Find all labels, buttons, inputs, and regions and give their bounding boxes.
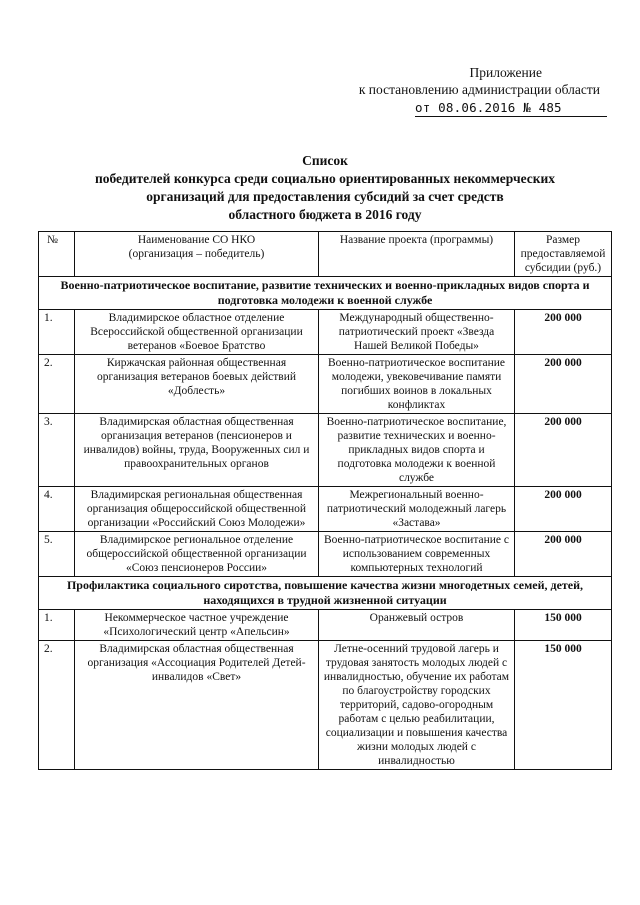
winners-table bbox=[38, 231, 612, 770]
title-line-3: организаций для предоставления субсидий за счет средств bbox=[146, 189, 504, 204]
row-project: Международный общественно-патриотический проект «Звезда Нашей Великой Победы» bbox=[319, 310, 515, 355]
row-number: 1. bbox=[39, 610, 75, 641]
table-row bbox=[39, 487, 612, 532]
row-number: 1. bbox=[39, 310, 75, 355]
table-header-row bbox=[39, 232, 612, 277]
row-organization: Владимирская региональная общественная организация общероссийской общественной организации «Российский Союз Молодежи» bbox=[75, 487, 319, 532]
row-project: Военно-патриотическое воспитание с использованием современных компьютерных технологий bbox=[319, 532, 515, 577]
title-line-4: областного бюджета в 2016 году bbox=[228, 207, 422, 222]
row-project: Военно-патриотическое воспитание молодежи, увековечивание памяти погибших воинов в локальных конфликтах bbox=[319, 355, 515, 414]
row-amount: 200 000 bbox=[515, 355, 612, 414]
row-organization: Киржачская районная общественная организация ветеранов боевых действий «Доблесть» bbox=[75, 355, 319, 414]
section-row bbox=[39, 577, 612, 610]
table-row bbox=[39, 355, 612, 414]
section-row bbox=[39, 277, 612, 310]
document-title bbox=[40, 152, 610, 224]
title-line-1: Список bbox=[302, 153, 348, 168]
appendix-block bbox=[359, 64, 600, 98]
row-amount: 150 000 bbox=[515, 610, 612, 641]
row-organization: Некоммерческое частное учреждение «Психологический центр «Апельсин» bbox=[75, 610, 319, 641]
decree-number: от 08.06.2016 № 485 bbox=[415, 100, 607, 117]
row-project: Межрегиональный военно-патриотический молодежный лагерь «Застава» bbox=[319, 487, 515, 532]
table-row bbox=[39, 610, 612, 641]
column-header-org-name: Наименование СО НКО bbox=[137, 234, 256, 246]
row-amount: 150 000 bbox=[515, 641, 612, 770]
column-header-amount: Размер предоставляемой субсидии (руб.) bbox=[515, 232, 612, 277]
title-line-2: победителей конкурса среди социально ориентированных некоммерческих bbox=[94, 171, 556, 186]
row-amount: 200 000 bbox=[515, 414, 612, 487]
table-row bbox=[39, 414, 612, 487]
row-project: Летне-осенний трудовой лагерь и трудовая занятость молодых людей с инвалидностью, обучение их работам по благоустройству городских территорий, садово-огородным работам с целью реабилитации, социализации и повышения качества жизни молодых людей с инвалидностью bbox=[319, 641, 515, 770]
row-amount: 200 000 bbox=[515, 310, 612, 355]
column-header-org-note: (организация – победитель) bbox=[128, 248, 265, 260]
column-header-org bbox=[75, 232, 319, 277]
row-number: 2. bbox=[39, 355, 75, 414]
column-header-project: Название проекта (программы) bbox=[319, 232, 515, 277]
row-project: Военно-патриотическое воспитание, развитие технических и военно-прикладных видов спорта и подготовка молодежи к военной службе bbox=[319, 414, 515, 487]
row-number: 2. bbox=[39, 641, 75, 770]
table-row bbox=[39, 532, 612, 577]
row-project: Оранжевый остров bbox=[319, 610, 515, 641]
table-row bbox=[39, 310, 612, 355]
appendix-reference: к постановлению администрации области bbox=[358, 82, 600, 97]
row-organization: Владимирское областное отделение Всероссийской общественной организации ветеранов «Боевое Братство bbox=[75, 310, 319, 355]
table-row bbox=[39, 641, 612, 770]
row-amount: 200 000 bbox=[515, 532, 612, 577]
row-organization: Владимирское региональное отделение общероссийской общественной организации «Союз пенсионеров России» bbox=[75, 532, 319, 577]
row-number: 3. bbox=[39, 414, 75, 487]
section-title: Профилактика социального сиротства, повышение качества жизни многодетных семей, детей, находящихся в трудной жизненной ситуации bbox=[39, 577, 612, 610]
row-number: 4. bbox=[39, 487, 75, 532]
row-organization: Владимирская областная общественная организация ветеранов (пенсионеров и инвалидов) войны, труда, Вооруженных сил и правоохранительных органов bbox=[75, 414, 319, 487]
row-amount: 200 000 bbox=[515, 487, 612, 532]
section-title: Военно-патриотическое воспитание, развитие технических и военно-прикладных видов спорта и подготовка молодежи к военной службе bbox=[39, 277, 612, 310]
column-header-num: № bbox=[39, 232, 75, 277]
row-number: 5. bbox=[39, 532, 75, 577]
appendix-title: Приложение bbox=[469, 65, 542, 80]
row-organization: Владимирская областная общественная организация «Ассоциация Родителей Детей-инвалидов «Свет» bbox=[75, 641, 319, 770]
